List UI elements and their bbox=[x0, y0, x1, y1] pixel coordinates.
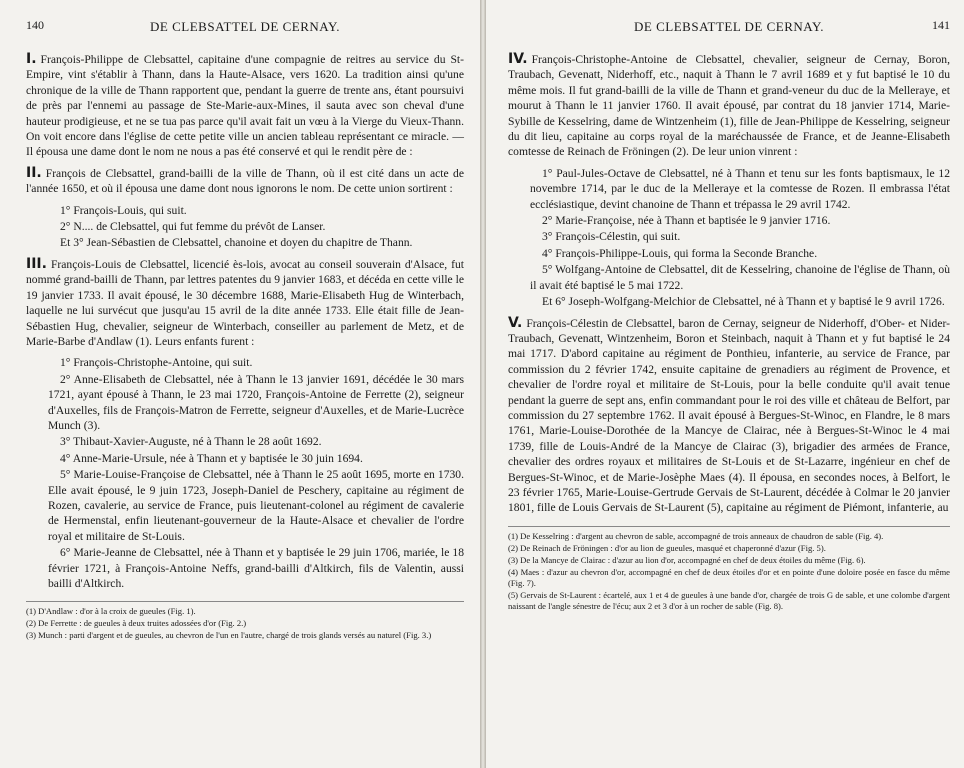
right-body bbox=[508, 52, 950, 612]
left-body bbox=[26, 52, 464, 641]
child-item: 2° N.... de Clebsattel, qui fut femme du prévôt de Lanser. bbox=[60, 220, 326, 234]
roman-numeral: IV. bbox=[508, 51, 528, 67]
paragraph-iv bbox=[508, 52, 950, 160]
child-item: 1° Paul-Jules-Octave de Clebsattel, né à Thann et tenu sur les fonts baptismaux, le 12 novembre 1714, par le duc de la Melleraye et la comtesse de Rozen. Il embrassa l'état ecclésiastique, devint chanoine de Thann et trépassa le 29 avril 1742. bbox=[530, 166, 950, 211]
right-page-number: 141 bbox=[932, 18, 950, 32]
left-page bbox=[0, 0, 480, 768]
child-item: Et 3° Jean-Sébastien de Clebsattel, chanoine et doyen du chapitre de Thann. bbox=[60, 236, 413, 250]
paragraph-i bbox=[26, 52, 464, 160]
roman-numeral: I. bbox=[26, 51, 37, 67]
roman-numeral: V. bbox=[508, 314, 523, 331]
footnote: (2) De Reinach de Fröningen : d'or au lion de gueules, masqué et chaperonné d'azur (Fig. 5). bbox=[508, 542, 826, 553]
paragraph-text: François-Célestin de Clebsattel, baron de Cernay, seigneur de Niderhoff, d'Ober- et Nider-Traubach, Gevenatt, Wintzenheim, Boron et Steinbach, naquit à Thann et y fut baptisé le 24 mai 1717. D'abord capitaine au régiment de Ponthieu, infanterie, au service de France, par commission du 2 février 1742, ensuite capitaine de grenadiers au régiment de Provence, et chevalier de l'ordre royal et militaire de St-Louis, pour la belle conduite qu'il avait tenue pendant la guerre de sept ans, enfin commandant pour le roi des ville et château de Belfort, par commission du 27 septembre 1762. Il avait épousé à Bergues-St-Winoc, en Flandre, le 8 mars 1761, Marie-Louise-Dorothée de la Mancye de Clairac, née à Bergues-St-Winoc le 4 mai 1739, fille de Louis-André de la Mancye de Clairac (3), brigadier des armées de France, chevalier des ordres royaux et militaires de St-Louis et de St-Lazarre, ingénieur en chef de Bergues-St-Winoc, et de Marie-Josèphe Maes (4). Il épousa, en secondes noces, à Belfort, le 23 février 1765, Marie-Louise-Gertrude Gervais de St-Laurent, décédée à Colmar le 20 janvier 1801, fille de Louis Gervais de St-Laurent (5), capitaine au régiment de Piémont, infanterie, au bbox=[508, 316, 950, 515]
child-item: 5° Wolfgang-Antoine de Clebsattel, dit de Kesselring, chanoine de l'église de Thann, où il avait été baptisé le 5 mai 1722. bbox=[530, 263, 950, 292]
left-running-title: DE CLEBSATTEL DE CERNAY. bbox=[150, 19, 340, 34]
footnote: (4) Maes : d'azur au chevron d'or, accompagné en chef de deux étoiles d'or et en pointe d'une doloire posée en fasce du même (Fig. 7). bbox=[508, 566, 950, 588]
footnote-divider bbox=[26, 601, 464, 602]
paragraph-ii bbox=[26, 166, 464, 197]
paragraph-v bbox=[508, 316, 950, 516]
paragraph-iii bbox=[26, 257, 464, 349]
roman-numeral: III. bbox=[26, 255, 47, 272]
footnote: (3) De la Mancye de Clairac : d'azur au lion d'or, accompagné en chef de deux étoiles du même (Fig. 6). bbox=[508, 554, 866, 565]
footnote-divider bbox=[508, 526, 950, 527]
left-page-header bbox=[26, 14, 464, 36]
footnote: (1) De Kesselring : d'argent au chevron de sable, accompagné de trois anneaux de chaudron de sable (Fig. 4). bbox=[508, 530, 884, 541]
right-page bbox=[486, 0, 964, 768]
right-running-title: DE CLEBSATTEL DE CERNAY. bbox=[634, 19, 824, 34]
footnote: (2) De Ferrette : de gueules à deux truites adossées d'or (Fig. 2.) bbox=[26, 618, 247, 629]
child-item: 2° Marie-Françoise, née à Thann et baptisée le 9 janvier 1716. bbox=[542, 214, 831, 228]
child-item: 2° Anne-Elisabeth de Clebsattel, née à Thann le 13 janvier 1691, décédée le 30 mars 1721, ayant épousé à Thann, le 23 mai 1720, François-Antoine de Ferrette (2), seigneur d'Auxelles, fils de François-Matron de Ferrette, seigneur d'Auxelles, et de Marie-Lucrèce Munch (3). bbox=[48, 372, 464, 432]
roman-numeral: II. bbox=[26, 164, 42, 181]
paragraph-text: François-Christophe-Antoine de Clebsattel, chevalier, seigneur de Cernay, Boron, Traubach, Gevenatt, Niderhoff, etc., naquit à Thann le 7 avril 1689 et y fut baptisé le 10 du même mois. Il fut grand-bailli de la ville de Thann et grand-veneur du duc de la Melleraye, et mourut à Thann le 11 janvier 1760. Il avait épousé, par contrat du 18 janvier 1714, Marie-Sybille de Kesselring, dame de Wintzenheim (1), fille de Jean-Philippe de Kesselring, seigneur du dit lieu, capitaine au corps royal de la maréchaussée de France, et de Jeanne-Elisabeth comtesse de Reinach de Fröningen (2). De leur union vinrent : bbox=[508, 53, 950, 159]
child-item: 5° Marie-Louise-Françoise de Clebsattel, née à Thann le 25 août 1695, morte en 1730. Elle avait épousé, le 9 juin 1723, Joseph-Daniel de Peschery, capitaine au régiment de Rozen, cavalerie, au service de France, puis lieutenant-colonel au régiment de cavalerie de Hermenstal, enfin lieutenant-gouverneur de la Haute-Alsace et chevalier de l'ordre royal et militaire de St-Louis. bbox=[48, 468, 464, 543]
child-item: 3° François-Célestin, qui suit. bbox=[542, 230, 681, 244]
paragraph-text: François-Philippe de Clebsattel, capitaine d'une compagnie de reitres au service du St-Empire, vint s'établir à Thann, dans la Haute-Alsace, vers 1620. La tradition ainsi qu'une chronique de la ville de Thann rapportent que, pendant la guerre de trente ans, étant poursuivi de près par l'ennemi au passage de Ste-Marie-aux-Mines, il sauta avec son cheval d'une hauteur prodigieuse, et ne se tua pas parce qu'il avait fait un vœu à la Vierge du Vieux-Thann. On voit encore dans l'église de cette petite ville un ancien tableau représentant ce miracle. — Il épousa une dame dont le nom ne nous a pas été conservé et qui le rendit père de : bbox=[26, 53, 464, 159]
child-item: 1° François-Christophe-Antoine, qui suit. bbox=[60, 356, 253, 370]
footnote: (1) D'Andlaw : d'or à la croix de gueules (Fig. 1). bbox=[26, 606, 196, 617]
right-page-header bbox=[508, 14, 950, 36]
child-item: 1° François-Louis, qui suit. bbox=[60, 203, 187, 217]
paragraph-text: François de Clebsattel, grand-bailli de la ville de Thann, où il est cité dans un acte de l'année 1650, et où il épousa une dame dont nous ignorons le nom. De cette union sortirent : bbox=[26, 166, 464, 196]
footnote: (3) Munch : parti d'argent et de gueules, au chevron de l'un en l'autre, chargé de trois glands versés au naturel (Fig. 3.) bbox=[26, 630, 432, 641]
child-item: 4° François-Philippe-Louis, qui forma la Seconde Branche. bbox=[542, 246, 818, 260]
child-item: 6° Marie-Jeanne de Clebsattel, née à Thann et y baptisée le 29 juin 1706, mariée, le 18 février 1721, à François-Antoine Neffs, grand-bailli d'Altkirch, fils de Valentin, aussi bailli d'Altkirch. bbox=[48, 546, 464, 590]
child-item: 3° Thibaut-Xavier-Auguste, né à Thann le 28 août 1692. bbox=[60, 435, 322, 449]
footnote: (5) Gervais de St-Laurent : écartelé, aux 1 et 4 de gueules à une bande d'or, chargée de trois G de sable, et une colombe d'argent naissant de l'angle sénestre de l'écu; aux 2 et 3 d'or à un rocher de sable (Fig. 8). bbox=[508, 589, 950, 611]
paragraph-text: François-Louis de Clebsattel, licencié ès-lois, avocat au conseil souverain d'Alsace, fut nommé grand-bailli de Thann, par lettres patentes du 9 janvier 1683, et décéda en cette ville le 19 janvier 1733. Il avait épousé, le 30 décembre 1688, Marie-Elisabeth Hug de Winterbach, laquelle ne lui survécut que jusqu'au 15 avril de la dite année 1733. Elle était fille de Jean-Sébastien Hug, chevalier, seigneur de Winterbach, conseiller au parlement de Metz, et de Marie-Barbe d'Andlaw (1). Leurs enfants furent : bbox=[26, 257, 464, 348]
left-page-number: 140 bbox=[26, 18, 44, 32]
right-footnotes bbox=[508, 531, 950, 612]
child-item: Et 6° Joseph-Wolfgang-Melchior de Clebsattel, né à Thann et y baptisé le 9 avril 1726. bbox=[542, 295, 945, 309]
child-item: 4° Anne-Marie-Ursule, née à Thann et y baptisée le 30 juin 1694. bbox=[60, 451, 363, 465]
left-footnotes bbox=[26, 606, 464, 641]
